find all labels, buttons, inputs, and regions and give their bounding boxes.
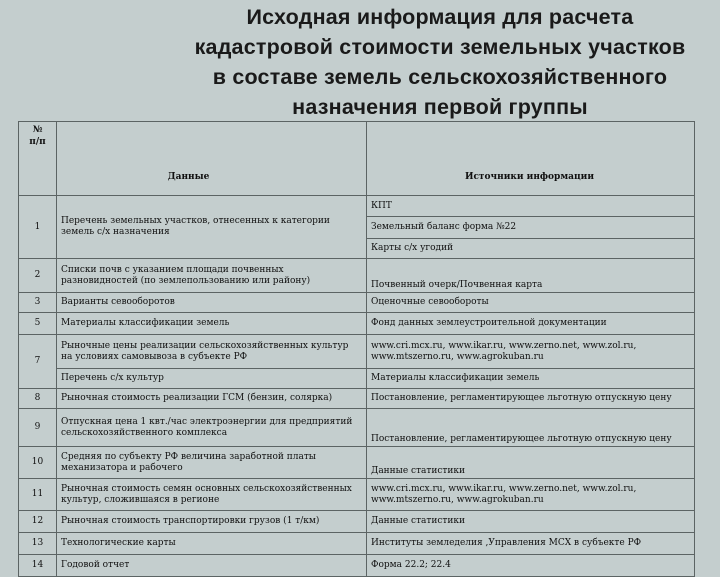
table-row bbox=[19, 555, 695, 577]
title-line-3: в составе земель сельскохозяйственного bbox=[212, 65, 668, 89]
table-row bbox=[19, 259, 695, 293]
row-source: Данные статистики bbox=[367, 447, 695, 479]
title-line-2: кадастровой стоимости земельных участков bbox=[194, 35, 686, 59]
row-source: Постановление, регламентирующее льготную отпускную цену bbox=[367, 389, 695, 409]
row-source: Форма 22.2; 22.4 bbox=[367, 555, 695, 577]
row-data: Материалы классификации земель bbox=[57, 313, 367, 335]
row-number: 13 bbox=[19, 533, 57, 555]
table-header-row bbox=[19, 122, 695, 196]
header-number-abbr: п/п bbox=[29, 137, 46, 147]
row-source: Институты земледелия ,Управления МСХ в субъекте РФ bbox=[367, 533, 695, 555]
row-data: Рыночные цены реализации сельскохозяйственных культур на условиях самовывоза в субъекте РФ bbox=[57, 335, 367, 369]
row-number: 5 bbox=[19, 313, 57, 335]
table-row bbox=[19, 369, 695, 389]
row-source: Материалы классификации земель bbox=[367, 369, 695, 389]
row-data: Рыночная стоимость транспортировки грузов (1 т/км) bbox=[57, 511, 367, 533]
row-source: Почвенный очерк/Почвенная карта bbox=[367, 259, 695, 293]
row-source: Фонд данных землеустроительной документации bbox=[367, 313, 695, 335]
row-number: 10 bbox=[19, 447, 57, 479]
table-row bbox=[19, 511, 695, 533]
header-number-sign: № bbox=[32, 125, 43, 135]
table-row bbox=[19, 196, 695, 217]
row-source: Данные статистики bbox=[367, 511, 695, 533]
row-source: www.cri.mcx.ru, www.ikar.ru, www.zerno.net, www.zol.ru, www.mtszerno.ru, www.agrokuban.ru bbox=[367, 479, 695, 511]
row-data: Технологические карты bbox=[57, 533, 367, 555]
row-data: Перечень земельных участков, отнесенных к категории земель с/х назначения bbox=[57, 196, 367, 259]
row-number: 1 bbox=[19, 196, 57, 259]
row-data: Варианты севооборотов bbox=[57, 293, 367, 313]
row-number: 14 bbox=[19, 555, 57, 577]
table-row bbox=[19, 313, 695, 335]
table-row bbox=[19, 335, 695, 369]
table-row bbox=[19, 447, 695, 479]
row-number: 8 bbox=[19, 389, 57, 409]
row-number: 7 bbox=[19, 335, 57, 389]
row-number: 12 bbox=[19, 511, 57, 533]
row-number: 9 bbox=[19, 409, 57, 447]
row-source: Оценочные севообороты bbox=[367, 293, 695, 313]
title-line-4: назначения первой группы bbox=[292, 95, 588, 119]
page-title bbox=[160, 2, 720, 122]
row-number: 11 bbox=[19, 479, 57, 511]
table-row bbox=[19, 479, 695, 511]
row-number: 2 bbox=[19, 259, 57, 293]
row-source: Земельный баланс форма №22 bbox=[367, 217, 695, 239]
row-data: Отпускная цена 1 квт./час электроэнергии для предприятий сельскохозяйственного комплекса bbox=[57, 409, 367, 447]
row-data: Списки почв с указанием площади почвенных разновидностей (по землепользованию или району) bbox=[57, 259, 367, 293]
row-data: Средняя по субъекту РФ величина заработной платы механизатора и рабочего bbox=[57, 447, 367, 479]
row-data: Перечень с/х культур bbox=[57, 369, 367, 389]
header-source: Источники информации bbox=[367, 122, 695, 196]
table-row bbox=[19, 389, 695, 409]
header-data: Данные bbox=[57, 122, 367, 196]
row-number: 3 bbox=[19, 293, 57, 313]
row-source: КПТ bbox=[367, 196, 695, 217]
row-source: www.cri.mcx.ru, www.ikar.ru, www.zerno.net, www.zol.ru, www.mtszerno.ru, www.agrokuban.ru bbox=[367, 335, 695, 369]
title-line-1: Исходная информация для расчета bbox=[246, 5, 634, 29]
row-source: Постановление, регламентирующее льготную отпускную цену bbox=[367, 409, 695, 447]
row-data: Рыночная стоимость семян основных сельскохозяйственных культур, сложившаяся в регионе bbox=[57, 479, 367, 511]
source-info-table bbox=[18, 121, 695, 577]
row-data: Годовой отчет bbox=[57, 555, 367, 577]
table-row bbox=[19, 533, 695, 555]
table-row bbox=[19, 409, 695, 447]
table-row bbox=[19, 293, 695, 313]
header-number bbox=[19, 122, 57, 196]
row-source: Карты с/х угодий bbox=[367, 239, 695, 259]
row-data: Рыночная стоимость реализации ГСМ (бензин, солярка) bbox=[57, 389, 367, 409]
